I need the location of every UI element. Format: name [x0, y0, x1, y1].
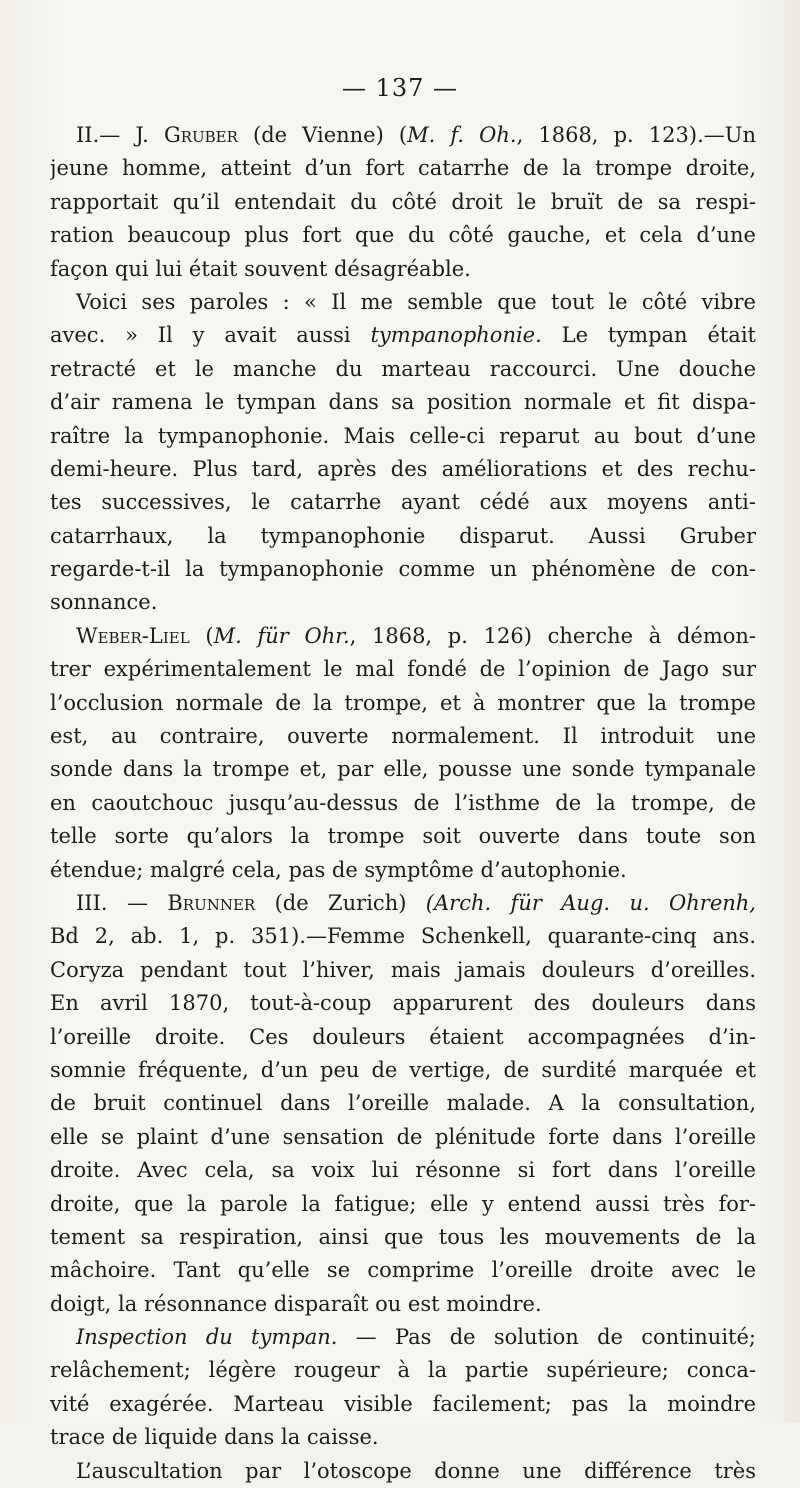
- text-line: [50, 820, 756, 853]
- text-segment: étendue; malgré cela, pas de symptôme d’autophonie.: [50, 857, 627, 882]
- text-line: [50, 1087, 756, 1120]
- text-segment: regarde-t-il la tympanophonie comme un phénomène de con-: [50, 557, 756, 582]
- text-line: [50, 887, 756, 920]
- text-line: [50, 219, 756, 252]
- text-segment: Le tympan était: [541, 323, 756, 348]
- text-segment: En avril 1870, tout-à-coup apparurent des douleurs dans: [50, 991, 756, 1016]
- text-line: [50, 720, 756, 753]
- text-segment: L’auscultation par l’otoscope donne une différence très: [76, 1458, 756, 1483]
- text-line: [50, 152, 756, 185]
- text-line: [50, 753, 756, 786]
- text-segment: Voici ses paroles : « Il me semble que tout le côté vibre: [76, 289, 756, 314]
- text-segment: doigt, la résonnance disparaît ou est moindre.: [50, 1291, 542, 1316]
- text-segment: mâchoire. Tant qu’elle se comprime l’oreille droite avec le: [50, 1258, 756, 1283]
- italic-text: Inspection du tympan.: [76, 1325, 338, 1350]
- text-line: [50, 620, 756, 653]
- text-line: [50, 1021, 756, 1054]
- text-line: [50, 1388, 756, 1421]
- italic-text: (Arch. für Aug. u. Ohrenh,: [425, 890, 756, 915]
- text-line: [50, 1455, 756, 1488]
- text-line: [50, 1254, 756, 1287]
- text-segment: , 1868, p. 126) cherche à démon-: [349, 623, 756, 648]
- text-segment: relâchement; légère rougeur à la partie supérieure; conca-: [50, 1358, 756, 1383]
- text-segment: raître la tympanophonie. Mais celle-ci reparut au bout d’une: [50, 423, 756, 448]
- text-segment: Bd 2, ab. 1, p. 351).—Femme Schenkell, quarante-cinq ans.: [50, 924, 756, 949]
- text-line: [50, 119, 756, 152]
- text-segment: de bruit continuel dans l’oreille malade. A la consultation,: [50, 1091, 756, 1116]
- text-segment: Coryza pendant tout l’hiver, mais jamais douleurs d’oreilles.: [50, 957, 756, 982]
- text-segment: droite. Avec cela, sa voix lui résonne si fort dans l’oreille: [50, 1158, 756, 1183]
- text-line: [50, 386, 756, 419]
- text-segment: avec. » Il y avait aussi: [50, 323, 371, 348]
- text-line: [50, 687, 756, 720]
- text-segment: ration beaucoup plus fort que du côté gauche, et cela d’une: [50, 223, 756, 248]
- text-line: [50, 420, 756, 453]
- text-segment: sonnance.: [50, 590, 158, 615]
- text-line: [50, 186, 756, 219]
- text-segment: catarrhaux, la tympanophonie disparut. Aussi Gruber: [50, 523, 756, 548]
- text-line: [50, 1154, 756, 1187]
- text-segment: elle se plaint d’une sensation de plénitude forte dans l’oreille: [50, 1124, 756, 1149]
- text-line: [50, 586, 756, 619]
- text-line: [50, 453, 756, 486]
- text-line: [50, 353, 756, 386]
- text-line: [50, 520, 756, 553]
- italic-text: M. f. Oh.: [407, 123, 517, 147]
- text-line: [50, 920, 756, 953]
- text-segment: tes successives, le catarrhe ayant cédé aux moyens anti-: [50, 490, 756, 515]
- body-text: [50, 119, 756, 1488]
- text-line: [50, 854, 756, 887]
- text-line: [50, 1188, 756, 1221]
- text-segment: II.— J.: [76, 123, 164, 147]
- text-segment: façon qui lui était souvent désagréable.: [50, 256, 471, 281]
- text-segment: trer expérimentalement le mal fondé de l’opinion de Jago sur: [50, 657, 756, 682]
- text-segment: , 1868, p. 123).—Un: [516, 123, 756, 147]
- text-segment: (: [189, 623, 214, 648]
- text-line: [50, 253, 756, 286]
- text-segment: tement sa respiration, ainsi que tous les mouvements de la: [50, 1224, 756, 1249]
- italic-text: tympanophonie.: [370, 323, 542, 348]
- text-segment: droite, que la parole la fatigue; elle y entend aussi très for-: [50, 1191, 756, 1216]
- author-name: Brunner: [167, 890, 256, 915]
- text-line: [50, 787, 756, 820]
- text-segment: sonde dans la trompe et, par elle, pousse une sonde tympanale: [50, 757, 756, 782]
- text-segment: l’oreille droite. Ces douleurs étaient accompagnées d’in-: [50, 1024, 756, 1049]
- text-line: [50, 319, 756, 352]
- text-segment: demi-heure. Plus tard, après des améliorations et des rechu-: [50, 456, 756, 481]
- text-segment: rapportait qu’il entendait du côté droit le bruït de sa respi-: [50, 189, 756, 214]
- text-line: [50, 286, 756, 319]
- text-line: [50, 1354, 756, 1387]
- text-line: [50, 954, 756, 987]
- text-segment: (de Vienne) (: [237, 123, 408, 147]
- text-segment: vité exagérée. Marteau visible facilement; pas la moindre: [50, 1391, 756, 1416]
- author-name: Weber-Liel: [76, 623, 190, 648]
- text-line: [50, 1321, 756, 1354]
- text-segment: — Pas de solution de continuité;: [337, 1325, 756, 1350]
- text-segment: d’air ramena le tympan dans sa position normale et fit dispa-: [50, 390, 756, 415]
- text-line: [50, 987, 756, 1020]
- text-segment: (de Zurich): [255, 890, 426, 915]
- text-line: [50, 1221, 756, 1254]
- author-name: Gruber: [163, 123, 238, 147]
- text-line: [50, 1054, 756, 1087]
- text-line: [50, 1121, 756, 1154]
- text-segment: somnie fréquente, d’un peu de vertige, de surdité marquée et: [50, 1057, 756, 1082]
- text-line: [50, 553, 756, 586]
- text-segment: jeune homme, atteint d’un fort catarrhe de la trompe droite,: [50, 156, 756, 181]
- text-segment: en caoutchouc jusqu’au-dessus de l’isthme de la trompe, de: [50, 790, 756, 815]
- text-line: [50, 653, 756, 686]
- text-segment: est, au contraire, ouverte normalement. Il introduit une: [50, 724, 756, 749]
- text-segment: III. —: [76, 890, 168, 915]
- page-number: — 137 —: [341, 74, 459, 102]
- text-line: [50, 1421, 756, 1454]
- text-line: [50, 486, 756, 519]
- text-segment: retracté et le manche du marteau raccourci. Une douche: [50, 356, 756, 381]
- text-line: [50, 1288, 756, 1321]
- text-segment: telle sorte qu’alors la trompe soit ouverte dans toute son: [50, 824, 756, 849]
- text-segment: l’occlusion normale de la trompe, et à montrer que la trompe: [50, 690, 756, 715]
- italic-text: M. für Ohr.: [213, 623, 350, 648]
- text-segment: trace de liquide dans la caisse.: [50, 1425, 379, 1450]
